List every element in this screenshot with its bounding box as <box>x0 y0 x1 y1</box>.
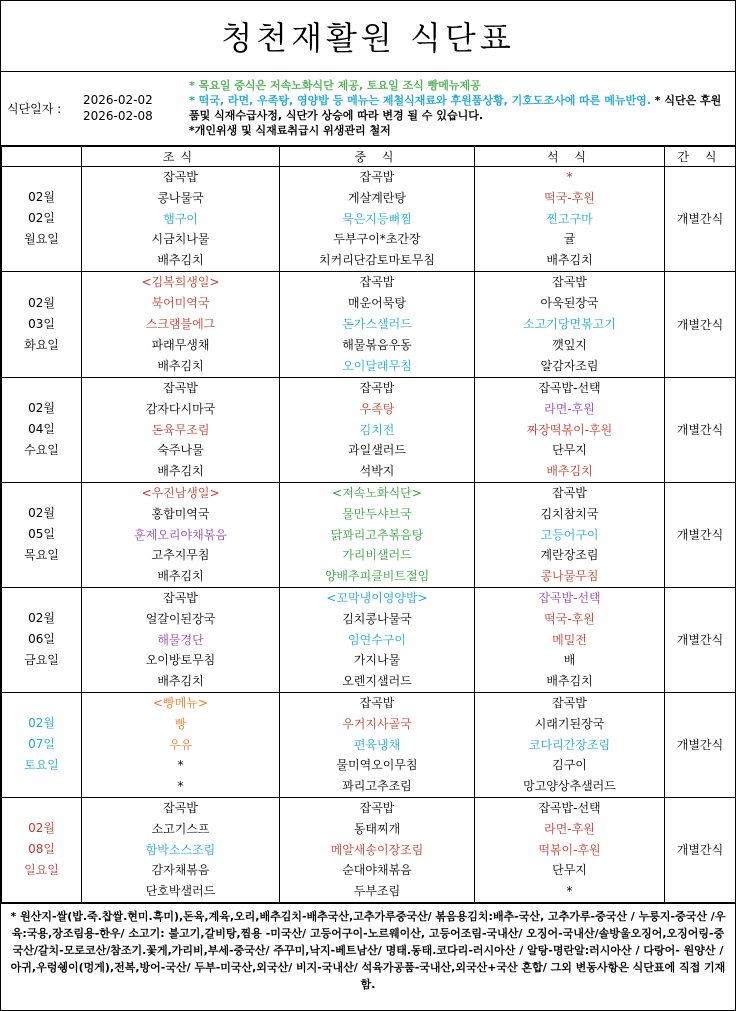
lunch-item: 물만두샤브국 <box>342 506 412 521</box>
lunch-item: 잡곡밥 <box>359 695 395 710</box>
day-row <box>2 167 736 272</box>
dinner-item: 배 <box>563 653 576 668</box>
dinner-item: 떡국-후원 <box>544 611 595 626</box>
date-label: 식단일자 : <box>7 102 62 116</box>
day-line: 05일 <box>28 527 55 542</box>
breakfast-item: * <box>177 779 184 794</box>
breakfast-item: 시금치나물 <box>151 232 210 247</box>
day-line: 02월 <box>28 611 55 626</box>
day-line: 02월 <box>28 295 55 310</box>
breakfast-cell <box>82 167 280 272</box>
day-line: 06일 <box>28 632 55 647</box>
dinner-item: 배추김치 <box>546 253 593 268</box>
dinner-item: 고등어구이 <box>540 527 599 542</box>
breakfast-cell <box>82 797 280 902</box>
breakfast-item: 감자채볶음 <box>151 863 210 878</box>
lunch-item: 가리비샐러드 <box>342 548 412 563</box>
dinner-item: 소고기당면볶고기 <box>523 317 616 332</box>
dinner-item: 떡국-후원 <box>544 190 595 205</box>
breakfast-item: 배추김치 <box>157 358 204 373</box>
day-line: 목요일 <box>24 548 59 563</box>
lunch-item: 메알새송이장조림 <box>330 842 424 857</box>
lunch-item: 물미역오이무침 <box>336 758 418 773</box>
dinner-item: 잡곡밥 <box>552 275 587 290</box>
dinner-cell <box>475 482 665 587</box>
day-cell <box>2 692 82 797</box>
breakfast-item: 배추김치 <box>157 464 204 479</box>
header-breakfast: 조식 <box>82 147 280 167</box>
lunch-item: 가지나물 <box>353 653 401 668</box>
header-day <box>2 147 82 167</box>
day-line: 금요일 <box>24 653 59 668</box>
header-lunch: 중 식 <box>280 147 475 167</box>
day-cell <box>2 587 82 692</box>
dinner-item: 잡곡밥-선택 <box>538 800 601 815</box>
dinner-item: 콩나물무침 <box>540 569 599 584</box>
breakfast-item: 잡곡밥 <box>163 170 198 184</box>
dinner-item: 잡곡밥-선택 <box>538 380 601 395</box>
snack-cell: 개별간식 <box>665 167 736 272</box>
day-line: 02월 <box>28 506 55 521</box>
breakfast-item: 파래무생채 <box>151 337 210 352</box>
breakfast-item: 고추지무침 <box>151 548 210 563</box>
dinner-item: 짜장떡볶이-후원 <box>526 422 613 437</box>
breakfast-item: 소고기스프 <box>151 821 210 836</box>
breakfast-item: <빵메뉴> <box>153 695 208 710</box>
lunch-item: 닭꽈리고추볶음탕 <box>330 527 424 542</box>
snack-cell: 개별간식 <box>665 482 736 587</box>
lunch-item: 잡곡밥 <box>359 800 395 815</box>
day-row <box>2 377 736 482</box>
day-line: 02월 <box>28 716 55 731</box>
breakfast-item: 햄구이 <box>163 211 198 226</box>
breakfast-item: <김복희생일> <box>141 275 220 290</box>
breakfast-item: 잡곡밥 <box>163 380 198 395</box>
lunch-cell <box>280 167 475 272</box>
lunch-item: 오이달래무침 <box>342 358 412 373</box>
day-line: 02일 <box>28 211 55 226</box>
dinner-item: 잡곡밥 <box>552 695 587 710</box>
lunch-item: 묵은지등뼈찜 <box>342 211 412 226</box>
note-hygiene: *개인위생 및 식재료취급시 위생관리 철저 <box>189 124 391 137</box>
info-section <box>1 72 735 146</box>
breakfast-cell <box>82 377 280 482</box>
day-cell <box>2 167 82 272</box>
lunch-item: <꼬막냉이영양밥> <box>326 590 428 605</box>
dinner-item: 잡곡밥 <box>552 485 587 500</box>
day-line: 08일 <box>28 842 55 857</box>
day-row <box>2 271 736 377</box>
dinner-cell <box>475 587 665 692</box>
header-row <box>2 147 736 167</box>
dinner-cell <box>475 377 665 482</box>
breakfast-item: 숙주나물 <box>157 443 204 458</box>
day-cell <box>2 797 82 902</box>
lunch-cell <box>280 482 475 587</box>
day-row <box>2 587 736 692</box>
dinner-item: 김치참치국 <box>540 506 599 521</box>
dinner-cell <box>475 797 665 902</box>
lunch-item: 김치콩나물국 <box>342 611 412 626</box>
lunch-item: 김치전 <box>359 422 395 437</box>
breakfast-item: 배추김치 <box>157 253 204 268</box>
lunch-item: 편육냉채 <box>353 737 401 752</box>
day-line: 수요일 <box>24 443 59 458</box>
dinner-item: 아욱된장국 <box>540 296 599 311</box>
lunch-item: 순대야채볶음 <box>342 863 412 878</box>
menu-table <box>1 146 736 903</box>
header-snack: 간 식 <box>665 147 736 167</box>
lunch-cell <box>280 797 475 902</box>
day-line: 04일 <box>28 422 55 437</box>
dinner-item: 귤 <box>563 232 576 247</box>
snack-cell: 개별간식 <box>665 271 736 377</box>
breakfast-item: 잡곡밥 <box>163 590 198 605</box>
breakfast-item: 우유 <box>168 737 193 752</box>
snack-cell: 개별간식 <box>665 797 736 902</box>
dinner-item: 김구이 <box>552 758 587 773</box>
day-line: 02월 <box>28 821 55 836</box>
snack-cell: 개별간식 <box>665 692 736 797</box>
breakfast-item: 홍합미역국 <box>151 506 210 521</box>
lunch-item: 석박지 <box>359 464 395 479</box>
lunch-item: 임연수구이 <box>348 632 406 647</box>
dinner-item: * <box>566 884 573 899</box>
breakfast-item: 얼갈이된장국 <box>145 611 216 626</box>
dinner-item: 깻잎지 <box>552 337 587 352</box>
lunch-item: 양배추피클비트절임 <box>324 569 430 584</box>
date-start: 2026-02-02 <box>83 93 153 107</box>
dinner-item: 라면-후원 <box>544 821 595 836</box>
day-line: 월요일 <box>24 232 59 247</box>
day-line: 토요일 <box>24 758 59 773</box>
menu-body <box>2 167 736 903</box>
day-row <box>2 797 736 902</box>
lunch-item: 해물볶음우동 <box>342 337 412 352</box>
lunch-cell <box>280 377 475 482</box>
breakfast-item: <우진남생일> <box>141 485 220 500</box>
date-range <box>83 92 153 124</box>
lunch-item: 잡곡밥 <box>359 275 395 290</box>
lunch-cell <box>280 692 475 797</box>
day-cell <box>2 271 82 377</box>
dinner-item: 잡곡밥-선택 <box>538 590 601 605</box>
breakfast-item: 함박소스조림 <box>145 842 216 857</box>
header-dinner: 석 식 <box>475 147 665 167</box>
snack-cell: 개별간식 <box>665 587 736 692</box>
dinner-item: 라면-후원 <box>544 401 595 416</box>
lunch-item: 과일샐러드 <box>348 443 406 458</box>
breakfast-item: 감자다시마국 <box>145 401 216 416</box>
date-end: 2026-02-08 <box>83 109 153 123</box>
note-change: * 식단은 후원품및 식재수급사정, 식단가 상승에 따라 변경 될 수 있습니다. <box>189 94 722 122</box>
page-title: 청천재활원 식단표 <box>1 1 735 72</box>
day-line: 일요일 <box>24 863 59 878</box>
lunch-item: 두부조림 <box>353 884 401 899</box>
dinner-item: 시래기된장국 <box>534 716 605 731</box>
breakfast-item: 콩나물국 <box>157 190 204 205</box>
day-line: 화요일 <box>24 337 59 352</box>
breakfast-item: 빵 <box>174 716 187 731</box>
dinner-cell <box>475 692 665 797</box>
day-cell <box>2 377 82 482</box>
breakfast-item: 돈육무조림 <box>151 422 210 437</box>
dinner-item: 배추김치 <box>546 464 593 479</box>
day-row <box>2 482 736 587</box>
lunch-item: 두부구이*초간장 <box>333 232 421 247</box>
day-line: 02월 <box>28 401 55 416</box>
breakfast-item: 훈제오리야채볶음 <box>134 527 227 542</box>
breakfast-item: 배추김치 <box>157 674 204 689</box>
breakfast-item: * <box>177 758 184 773</box>
dinner-item: 떡볶이-후원 <box>538 842 601 857</box>
notes <box>189 78 729 138</box>
origin-footer: * 원산지-쌀(밥.죽.찹쌀.현미.흑미),돈육,계육,오리,배추김치-배추국산,고추가루중국산/ 볶음용김치:배추-국산, 고추가루-중국산 / 누룽지-중국산 /우육:국용,장조림용-한우/ 소고기: 불고기,갈비탕,찜용 -미국산/ 고등어구이-노르웨이산, 고등어조림-국내산/ 오징어-국내산/솔방울오징어,오징어링-중국산/갈치-모로코산/참조기.꽃게,가리비,부세-중국산/ 주꾸미,낙지-베트남산/ 명태.동태.코다리-러시아산 / 알탕-명란알:러시아산 / 다랑어- 원양산 / 아귀,우렁쉥이(멍게),전복,방어-국산/ 두부-미국산,외국산/ 비지-국내산/ 석육가공품-국내산,외국산+국산 혼합/ 그외 변동사항은 식단표에 직접 기재함. <box>1 903 735 1009</box>
dinner-item: 배추김치 <box>546 674 593 689</box>
dinner-item: 메밀전 <box>552 632 587 647</box>
breakfast-cell <box>82 482 280 587</box>
lunch-item: 게살계란탕 <box>348 190 406 205</box>
day-cell <box>2 482 82 587</box>
lunch-cell <box>280 587 475 692</box>
dinner-item: 계란장조림 <box>540 548 599 563</box>
dinner-item: 찐고구마 <box>546 211 593 226</box>
lunch-cell <box>280 271 475 377</box>
dinner-item: 알감자조림 <box>540 358 599 373</box>
lunch-item: 매운어묵탕 <box>348 296 406 311</box>
lunch-item: 우거지사골국 <box>342 716 412 731</box>
day-line: 02월 <box>28 190 55 205</box>
lunch-item: <저속노화식단> <box>332 485 422 500</box>
breakfast-cell <box>82 692 280 797</box>
dinner-item: 단무지 <box>552 443 587 458</box>
snack-cell: 개별간식 <box>665 377 736 482</box>
day-line: 07일 <box>28 737 55 752</box>
note-thursday: * 목요일 중식은 저속노화식단 제공, 토요일 조식 빵메뉴제공 <box>189 79 481 92</box>
lunch-item: 동태찌개 <box>353 821 401 836</box>
dinner-item: * <box>566 170 573 184</box>
day-row <box>2 692 736 797</box>
lunch-item: 오렌지샐러드 <box>342 674 412 689</box>
lunch-item: 잡곡밥 <box>359 380 395 395</box>
breakfast-cell <box>82 587 280 692</box>
breakfast-item: 잡곡밥 <box>163 800 198 815</box>
breakfast-item: 단호박샐러드 <box>145 884 216 899</box>
dinner-item: 코다리간장조림 <box>528 737 611 752</box>
dinner-cell <box>475 271 665 377</box>
dinner-item: 단무지 <box>552 863 587 878</box>
breakfast-cell <box>82 271 280 377</box>
dinner-item: 망고양상추샐러드 <box>523 779 616 794</box>
lunch-item: 돈가스샐러드 <box>342 317 412 332</box>
lunch-item: 꽈리고추조림 <box>342 779 412 794</box>
breakfast-item: 북어미역국 <box>151 296 210 311</box>
breakfast-item: 오이방토무침 <box>145 653 216 668</box>
dinner-cell <box>475 167 665 272</box>
breakfast-item: 스크램블에그 <box>145 317 216 332</box>
lunch-item: 치커리단감토마토무침 <box>319 253 435 268</box>
breakfast-item: 배추김치 <box>157 569 204 584</box>
lunch-item: 우족탕 <box>359 401 395 416</box>
lunch-item: 잡곡밥 <box>359 170 395 184</box>
day-line: 03일 <box>28 316 55 331</box>
breakfast-item: 해물경단 <box>157 632 204 647</box>
note-menu-reflect: * 떡국, 라면, 우족탕, 영양밥 등 메뉴는 제철식재료와 후원품상황, 기호도조사에 따른 메뉴반영. <box>189 94 651 107</box>
